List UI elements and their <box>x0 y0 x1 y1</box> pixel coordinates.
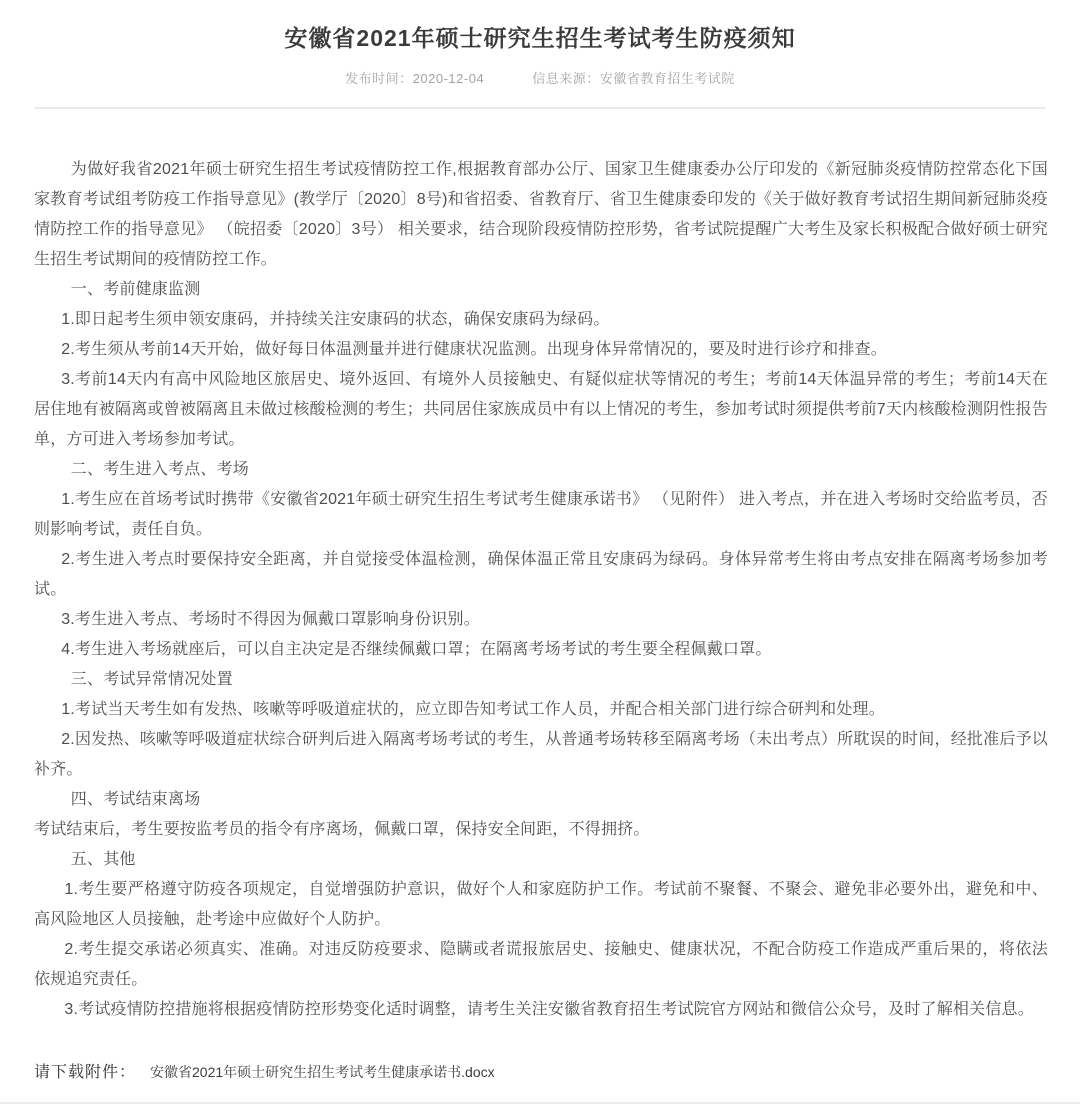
article-paragraph: 2.因发热、咳嗽等呼吸道症状综合研判后进入隔离考场考试的考生，从普通考场转移至隔离考场（未出考点）所耽误的时间，经批准后予以补齐。 <box>34 731 1048 779</box>
page-title: 安徽省2021年硕士研究生招生考试考生防疫须知 <box>284 25 796 51</box>
info-source-value: 安徽省教育招生考试院 <box>599 71 735 87</box>
article-paragraph: 2.考生须从考前14天开始，做好每日体温测量并进行健康状况监测。出现身体异常情况的，要及时进行诊疗和排查。 <box>61 341 887 359</box>
article-paragraph: 一、考前健康监测 <box>70 281 201 299</box>
article-body <box>0 109 1080 1025</box>
article-paragraph: 考试结束后，考生要按监考员的指令有序离场，佩戴口罩，保持安全间距，不得拥挤。 <box>34 821 650 839</box>
article-paragraph: 三、考试异常情况处置 <box>70 671 233 689</box>
publish-date-value: 2020-12-04 <box>412 71 485 87</box>
article-paragraph: 3.考前14天内有高中风险地区旅居史、境外返回、有境外人员接触史、有疑似症状等情况的考生；考前14天体温异常的考生；考前14天在居住地有被隔离或曾被隔离且未做过核酸检测的考生；共同居住家族成员中有以上情况的考生，参加考试时须提供考前7天内核酸检测阴性报告单，方可进入考场参加考试。 <box>34 371 1048 449</box>
article-paragraph: 1.考试当天考生如有发热、咳嗽等呼吸道症状的，应立即告知考试工作人员，并配合相关部门进行综合研判和处理。 <box>61 701 885 719</box>
article-meta <box>0 68 1080 87</box>
article-paragraph: 2.考生提交承诺必须真实、准确。对违反防疫要求、隐瞒或者谎报旅居史、接触史、健康状况，不配合防疫工作造成严重后果的，将依法依规追究责任。 <box>34 941 1048 989</box>
article-paragraph: 1.考生要严格遵守防疫各项规定，自觉增强防护意识，做好个人和家庭防护工作。考试前不聚餐、不聚会、避免非必要外出，避免和中、高风险地区人员接触，赴考途中应做好个人防护。 <box>34 881 1048 929</box>
attachment-row <box>34 1059 1080 1082</box>
attachment-label: 请下载附件： <box>34 1064 137 1082</box>
article-paragraph: 3.考生进入考点、考场时不得因为佩戴口罩影响身份识别。 <box>61 611 480 629</box>
article-paragraph: 五、其他 <box>70 851 136 869</box>
article-paragraph: 1.考生应在首场考试时携带《安徽省2021年硕士研究生招生考试考生健康承诺书》 （见附件） 进入考点，并在进入考场时交给监考员，否则影响考试，责任自负。 <box>34 491 1048 539</box>
info-source-label: 信息来源： <box>532 71 600 87</box>
article-paragraph: 4.考生进入考场就座后，可以自主决定是否继续佩戴口罩；在隔离考场考试的考生要全程佩戴口罩。 <box>61 641 772 659</box>
info-source <box>532 68 735 87</box>
article-paragraph: 2.考生进入考点时要保持安全距离，并自觉接受体温检测，确保体温正常且安康码为绿码。身体异常考生将由考点安排在隔离考场参加考试。 <box>34 551 1048 599</box>
attachment-download-link[interactable]: 安徽省2021年硕士研究生招生考试考生健康承诺书.docx <box>150 1064 495 1081</box>
article-paragraph: 二、考生进入考点、考场 <box>70 461 249 479</box>
publish-time-label: 发布时间： <box>345 71 413 87</box>
article-header <box>0 0 1080 109</box>
article-paragraph: 3.考试疫情防控措施将根据疫情防控形势变化适时调整，请考生关注安徽省教育招生考试院官方网站和微信公众号，及时了解相关信息。 <box>64 1001 1034 1019</box>
article-paragraph: 四、考试结束离场 <box>70 791 201 809</box>
article-paragraph: 为做好我省2021年硕士研究生招生考试疫情防控工作,根据教育部办公厅、国家卫生健康委办公厅印发的《新冠肺炎疫情防控常态化下国家教育考试组考防疫工作指导意见》(教学厅〔2020〕8号)和省招委、省教育厅、省卫生健康委印发的《关于做好教育考试招生期间新冠肺炎疫情防控工作的指导意见》 （皖招委〔2020〕3号） 相关要求，结合现阶段疫情防控形势，省考试院提醒广大考生及家长积极配合做好硕士研究生招生考试期间的疫情防控工作。 <box>34 161 1048 269</box>
publish-time <box>345 68 484 87</box>
article-paragraph: 1.即日起考生须申领安康码，并持续关注安康码的状态，确保安康码为绿码。 <box>61 311 610 329</box>
